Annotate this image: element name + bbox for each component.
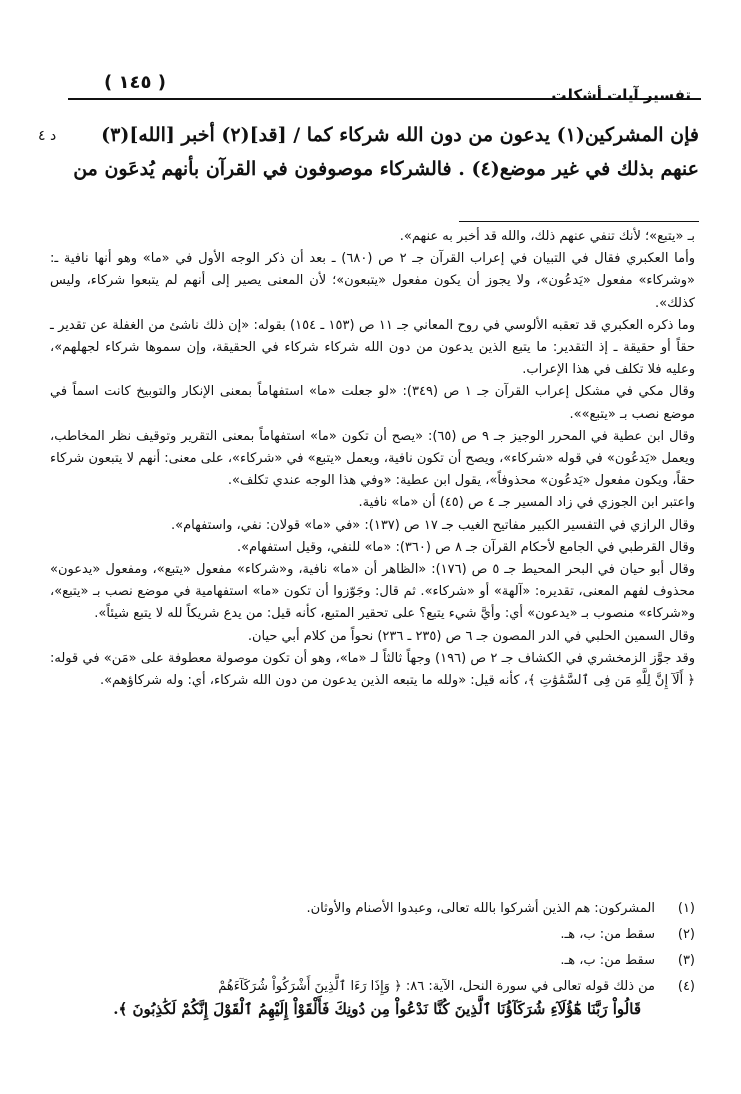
note-paragraph: واعتبر ابن الجوزي في زاد المسير جـ ٤ ص (٤٥) أن «ما» نافية. [358, 495, 695, 511]
note-paragraph: وقد جوَّز الزمخشري في الكشاف جـ ٢ ص (١٩٦) وجهاً ثالثاً لـ «ما»، وهو أن تكون موصولة معطوفة على «مَن» في قوله: ﴿ أَلَآ إِنَّ لِلَّهِ مَن فِى ٱلسَّمَٰوَٰتِ ﴾، كأنه قيل: «ولله ما يتبعه الذين يدعون من دون الله شركاء، أي: وله شركاؤهم». [50, 650, 695, 689]
main-text [48, 118, 699, 186]
footnote-2 [50, 922, 695, 948]
continued-footnote [50, 226, 695, 692]
main-line-1: فإن المشركين(١) يدعون من دون الله شركاء كما / [قد](٢) أخبر [الله](٣) [101, 124, 699, 146]
footnote-number: (٤) [677, 979, 695, 994]
running-title: تفسير آيات أشكلت [551, 86, 691, 104]
page-number: ( ١٤٥ ) [104, 72, 166, 93]
footnote-text: سقط من: ب، هـ. [560, 953, 655, 968]
note-paragraph: وما ذكره العكبري قد تعقبه الألوسي في روح المعاني جـ ١١ ص (١٥٣ ـ ١٥٤) بقوله: «إن ذلك ناشئ من الغفلة عن تقدير ـ حقاً أو حقيقة ـ إذ التقدير: ما يتبع الذين يدعون من دون الله شركاء شركاء في الحقيقة، وإن سموها شركاء لجهلهم»، وعليه فلا تكلف في هذا الإعراب. [50, 317, 695, 378]
note-paragraph: وقال أبو حيان في البحر المحيط جـ ٥ ص (١٧٦): «الظاهر أن «ما» نافية، و«شركاء» مفعول «يتبع»، ومفعول «يدعون» محذوف لفهم المعنى، تقديره: «آلهة» أو «شركاء». ثم قال: وجَوّزوا أن تكون «ما» استفهامية في موضع نصب بـ «يتبع»، و«شركاء» منصوب بـ «يدعون» أي: وأيَّ شيء يتبع؟ على تحقير المتبع، كأنه قيل: من يدع شريكاً لله لا يتبع شيئاً». [50, 562, 695, 622]
footnote-number: (٢) [677, 927, 695, 942]
footnote-separator [459, 221, 699, 222]
note-paragraph: وقال ابن عطية في المحرر الوجيز جـ ٩ ص (٦٥): «يصح أن تكون «ما» استفهاماً بمعنى التقرير وتوقيف نظر المخاطب، ويعمل «يَدعُون» في قوله «شركاء»، ويصح أن تكون نافية، ويعمل «يتبع» في «شركاء»، على معنى: أنهم لا يتبعون شركاء حقاً، ويكون مفعول «يَدعُون» محذوفاً»، يقول ابن عطية: «وفي هذا الوجه عندي تكلف». [50, 428, 695, 489]
verse-continuation: قَالُواْ رَبَّنَا هَٰٓؤُلَآءِ شُرَكَآؤُنَا ٱلَّذِينَ كُنَّا نَدْعُواْ مِن دُونِكَ فَأَلْقَوْاْ إِلَيْهِمُ ٱلْقَوْلَ إِنَّكُمْ لَكَٰذِبُونَ ﴾. [113, 1000, 641, 1018]
header-rule [68, 98, 701, 100]
note-paragraph: وأما العكبري فقال في التبيان في إعراب القرآن جـ ٢ ص (٦٨٠) ـ بعد أن ذكر الوجه الأول في «ما» وهو أنها نافية ـ: «وشركاء» مفعول «يَدعُون»، ولا يجوز أن يكون مفعول «يتبعون»؛ لأن المعنى يصير إلى أنهم لم يتبعوا شركاء، وليس كذلك». [50, 251, 695, 311]
note-paragraph: وقال السمين الحلبي في الدر المصون جـ ٦ ص (٢٣٥ ـ ٢٣٦) نحواً من كلام أبي حيان. [247, 628, 695, 644]
footnotes [50, 896, 695, 1000]
footnote-text: من ذلك قوله تعالى في سورة النحل، الآية: ٨٦: ﴿ وَإِذَا رَءَا ٱلَّذِينَ أَشْرَكُواْ شُرَكَآءَهُمْ [218, 979, 655, 994]
note-paragraph: وقال الرازي في التفسير الكبير مفاتيح الغيب جـ ١٧ ص (١٣٧): «في «ما» قولان: نفي، واستفهام». [171, 517, 695, 533]
margin-note: د ٤ [38, 128, 57, 144]
footnote-3 [50, 948, 695, 974]
main-line-2: عنهم بذلك في غير موضع(٤) . فالشركاء موصوفون في القرآن بأنهم يُدعَون من [73, 158, 699, 180]
note-paragraph: وقال مكي في مشكل إعراب القرآن جـ ١ ص (٣٤٩): «لو جعلت «ما» استفهاماً بمعنى الإنكار والتوبيخ كانت اسماً في موضع نصب بـ «يتبع»». [50, 384, 695, 422]
footnote-number: (٣) [677, 953, 695, 968]
footnote-4 [50, 974, 695, 1000]
page-header [68, 62, 701, 104]
footnote-text: المشركون: هم الذين أشركوا بالله تعالى، وعبدوا الأصنام والأوثان. [306, 901, 655, 916]
footnote-1 [50, 896, 695, 922]
note-paragraph: وقال القرطبي في الجامع لأحكام القرآن جـ ٨ ص (٣٦٠): «ما» للنفي، وقيل استفهام». [236, 539, 695, 555]
footnote-text: سقط من: ب، هـ. [560, 927, 655, 942]
note-paragraph: بـ «يتبع»؛ لأنك تنفي عنهم ذلك، والله قد أخبر به عنهم». [399, 229, 695, 244]
footnote-number: (١) [677, 901, 695, 916]
